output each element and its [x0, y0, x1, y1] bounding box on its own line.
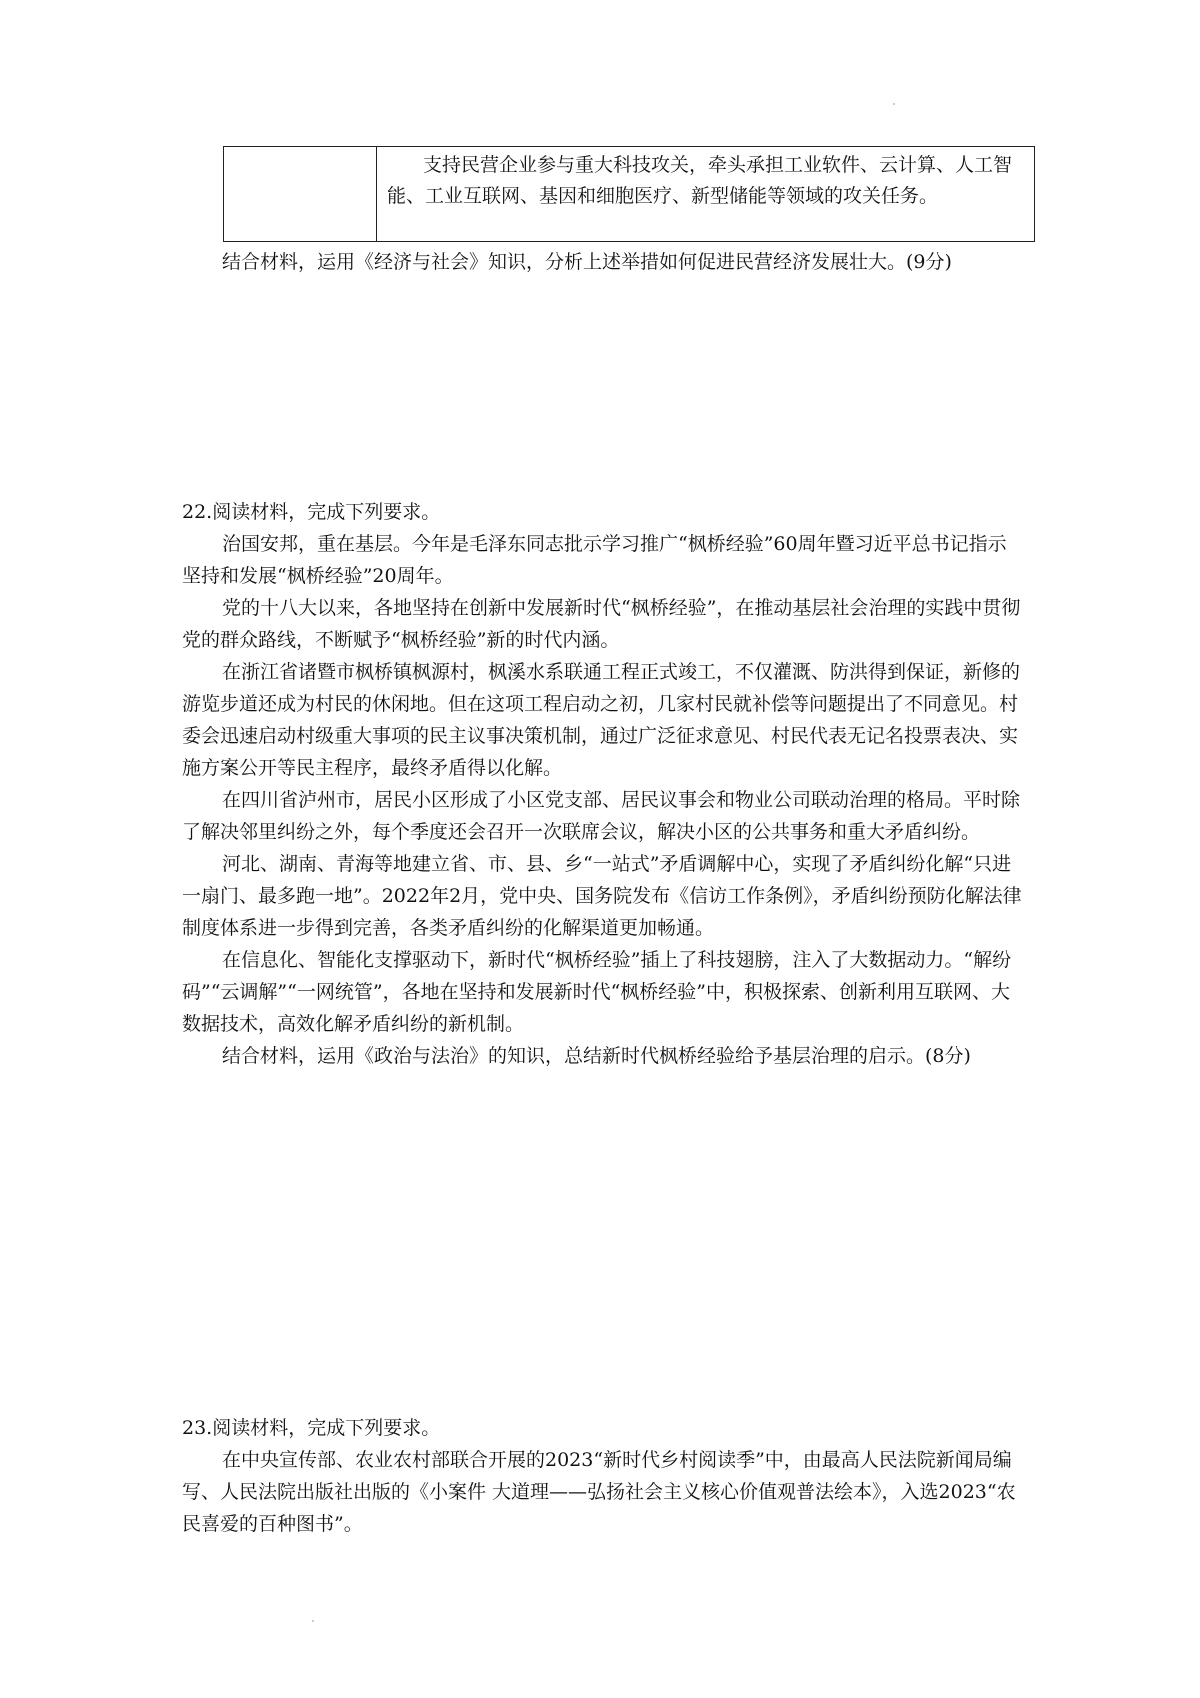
table-cell-text: 支持民营企业参与重大科技攻关，牵头承担工业软件、云计算、人工智能、工业互联网、基因和细胞医疗、新型储能等领域的攻关任务。 — [387, 154, 1013, 207]
q22-prompt: 结合材料，运用《政治与法治》的知识，总结新时代枫桥经验给予基层治理的启示。(8分) — [222, 1045, 971, 1067]
q22-paragraph-2: 党的十八大以来，各地坚持在创新中发展新时代“枫桥经验”，在推动基层社会治理的实践中贯彻党的群众路线，不断赋予“枫桥经验”新的时代内涵。 — [182, 597, 1021, 651]
q22-paragraph-1: 治国安邦，重在基层。今年是毛泽东同志批示学习推广“枫桥经验”60周年暨习近平总书记指示坚持和发展“枫桥经验”20周年。 — [182, 533, 1007, 587]
q22-heading: 22.阅读材料，完成下列要求。 — [182, 501, 441, 523]
q23-paragraph-1: 在中央宣传部、农业农村部联合开展的2023“新时代乡村阅读季”中，由最高人民法院新闻局编写、人民法院出版社出版的《小案件 大道理——弘扬社会主义核心价值观普法绘本》，入选2023“农民喜爱的百种图书”。 — [182, 1449, 1016, 1535]
q22-paragraph-3: 在浙江省诸暨市枫桥镇枫源村，枫溪水系联通工程正式竣工，不仅灌溉、防洪得到保证，新修的游览步道还成为村民的休闲地。但在这项工程启动之初，几家村民就补偿等问题提出了不同意见。村委会迅速启动村级重大事项的民主议事决策机制，通过广泛征求意见、村民代表无记名投票表决、实施方案公开等民主程序，最终矛盾得以化解。 — [182, 661, 1021, 779]
q23-heading: 23.阅读材料，完成下列要求。 — [182, 1417, 441, 1439]
question-23 — [182, 1412, 1025, 1540]
q22-paragraph-4: 在四川省泸州市，居民小区形成了小区党支部、居民议事会和物业公司联动治理的格局。平时除了解决邻里纠纷之外，每个季度还会召开一次联席会议，解决小区的公共事务和重大矛盾纠纷。 — [182, 789, 1021, 843]
question-22 — [182, 496, 1025, 1072]
measures-table-row — [223, 146, 1035, 242]
table-cell-left — [224, 147, 377, 241]
scan-speck — [893, 103, 895, 105]
q22-paragraph-6: 在信息化、智能化支撑驱动下，新时代“枫桥经验”插上了科技翅膀，注入了大数据动力。“解纷码”“云调解”“一网统管”，各地在坚持和发展新时代“枫桥经验”中，积极探索、创新利用互联网、大数据技术，高效化解矛盾纠纷的新机制。 — [182, 949, 1012, 1035]
q22-paragraph-5: 河北、湖南、青海等地建立省、市、县、乡“一站式”矛盾调解中心，实现了矛盾纠纷化解“只进一扇门、最多跑一地”。2022年2月，党中央、国务院发布《信访工作条例》，矛盾纠纷预防化解法律制度体系进一步得到完善，各类矛盾纠纷的化解渠道更加畅通。 — [182, 853, 1022, 939]
table-cell-right — [377, 147, 1034, 241]
scan-speck — [312, 1620, 314, 1622]
q21-prompt: 结合材料，运用《经济与社会》知识，分析上述举措如何促进民营经济发展壮大。(9分) — [222, 251, 952, 273]
